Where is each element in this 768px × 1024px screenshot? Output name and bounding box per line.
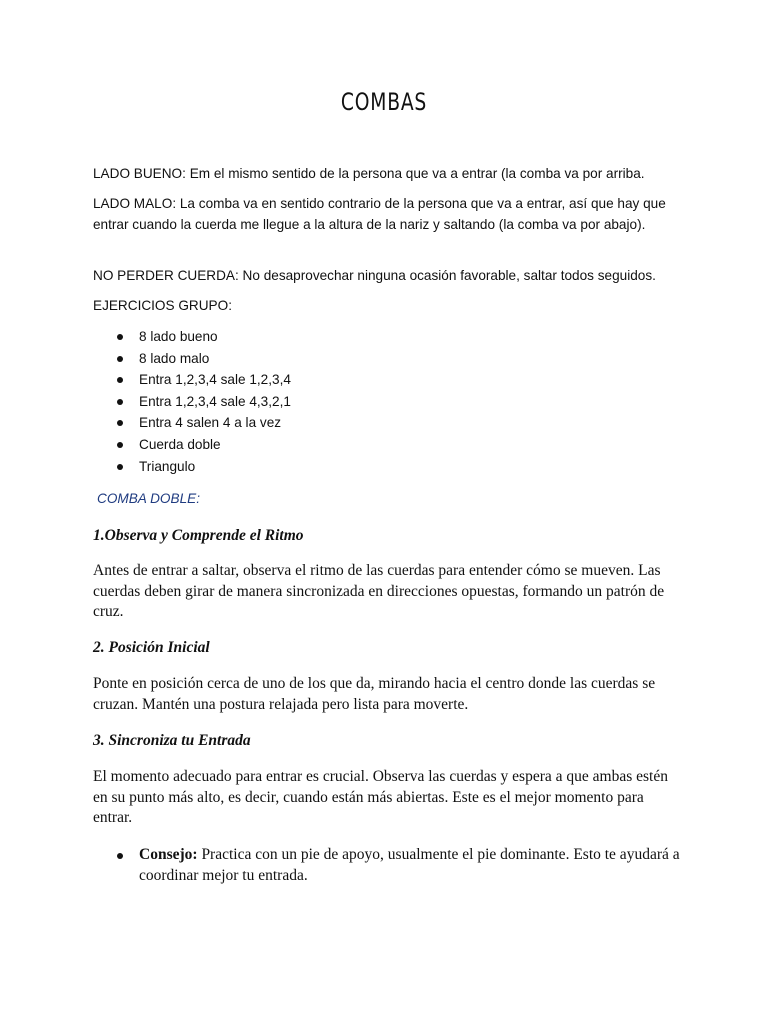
tip-label: Consejo: [139, 846, 198, 863]
section-heading: 2. Posición Inicial [93, 639, 210, 656]
section-body: Ponte en posición cerca de uno de los que da, mirando hacia el centro donde las cuerdas se cruzan. Mantén una postura relajada pero lista para moverte. [93, 675, 656, 713]
bullet-icon [117, 853, 123, 859]
list-item [93, 456, 291, 478]
comba-doble-heading: COMBA DOBLE: [97, 491, 200, 506]
no-perder-paragraph: NO PERDER CUERDA: No desaprovechar ninguna ocasión favorable, saltar todos seguidos. [93, 268, 656, 283]
section-body: El momento adecuado para entrar es crucial. Observa las cuerdas y espera a que ambas estén en su punto más alto, es decir, cuando están más abiertas. Este es el mejor momento para entrar. [93, 768, 668, 826]
list-item [93, 326, 291, 348]
list-item [93, 434, 291, 456]
list-item-text: Cuerda doble [139, 436, 221, 452]
list-item-text: Entra 1,2,3,4 sale 4,3,2,1 [139, 393, 291, 409]
bullet-icon [117, 420, 123, 426]
tip-body: Practica con un pie de apoyo, usualmente el pie dominante. Esto te ayudará a coordinar mejor tu entrada. [139, 846, 680, 884]
lado-malo-paragraph: LADO MALO: La comba va en sentido contrario de la persona que va a entrar, así que hay que entrar cuando la cuerda me llegue a la altura de la nariz y saltando (la comba va por abajo). [93, 196, 666, 232]
tip-item [93, 845, 683, 886]
list-item-text: Entra 1,2,3,4 sale 1,2,3,4 [139, 372, 291, 388]
bullet-icon [117, 399, 123, 405]
list-item-text: 8 lado bueno [139, 329, 218, 344]
list-item [93, 369, 291, 391]
bullet-icon [117, 356, 123, 362]
lado-bueno-paragraph: LADO BUENO: Em el mismo sentido de la persona que va a entrar (la comba va por arriba. [93, 166, 645, 181]
page-title: COMBAS [340, 88, 428, 116]
bullet-icon [117, 334, 123, 340]
list-item-text: Triangulo [139, 458, 196, 474]
bullet-icon [117, 377, 123, 383]
section-heading: 1.Observa y Comprende el Ritmo [93, 527, 304, 544]
tip-text [139, 845, 683, 886]
section-heading: 3. Sincroniza tu Entrada [93, 732, 251, 749]
bullet-icon [117, 442, 123, 448]
list-item [93, 412, 291, 434]
list-item [93, 391, 291, 413]
list-item [93, 348, 291, 370]
list-item-text: 8 lado malo [139, 350, 210, 366]
ejercicios-list [93, 326, 291, 477]
ejercicios-label: EJERCICIOS GRUPO: [93, 298, 232, 313]
section-body: Antes de entrar a saltar, observa el ritmo de las cuerdas para entender cómo se mueven. Las cuerdas deben girar de manera sincronizada en direcciones opuestas, formando un patrón de cruz. [93, 562, 665, 620]
list-item-text: Entra 4 salen 4 a la vez [139, 415, 282, 431]
bullet-icon [117, 464, 123, 470]
